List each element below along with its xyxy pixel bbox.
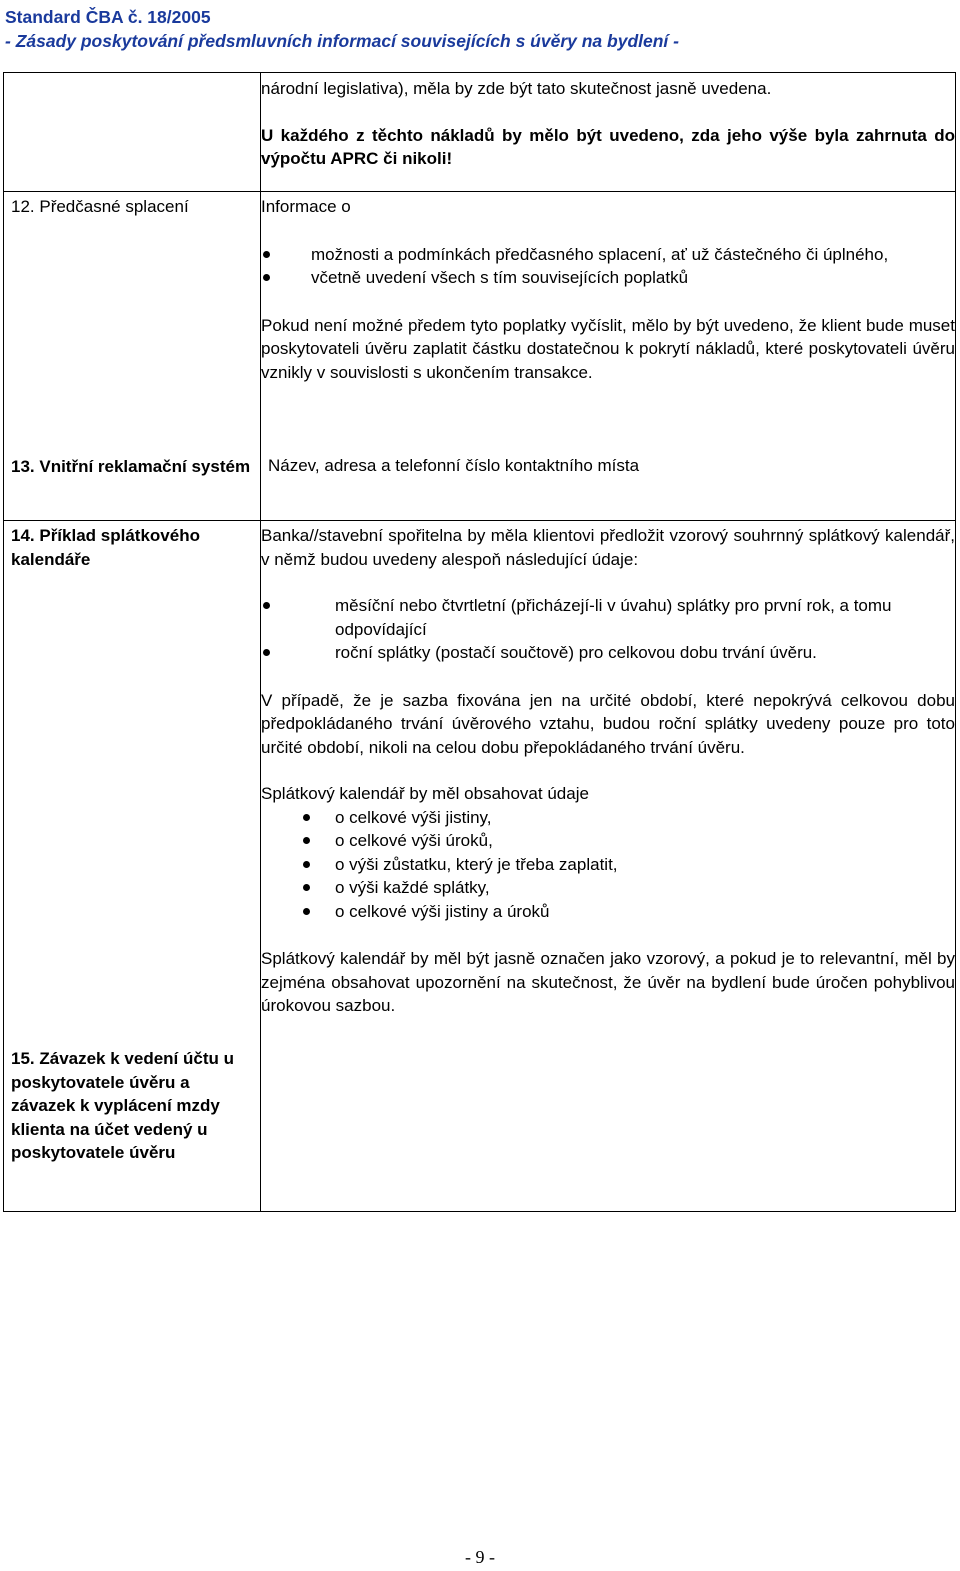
label-cell-14-15	[4, 521, 261, 1212]
list-item: možnosti a podmínkách předčasného splacení, ať už částečného či úplného,	[261, 243, 955, 267]
contact-place-text: Název, adresa a telefonní číslo kontaktního místa	[268, 456, 640, 475]
list-item: měsíční nebo čtvrtletní (přicházejí-li v úvahu) splátky pro první rok, a tomu odpovídající	[261, 594, 955, 641]
page-number: - 9 -	[465, 1547, 495, 1567]
info-table	[3, 72, 956, 1212]
continuation-text: národní legislativa), měla by zde být tato skutečnost jasně uvedena.	[261, 79, 772, 98]
list-item: o výši zůstatku, který je třeba zaplatit,	[261, 853, 955, 877]
prepayment-bullet-list	[261, 243, 955, 290]
label-zavazek-vedeni-uctu: 15. Závazek k vedení účtu u poskytovatele úvěru a závazek k vyplácení mzdy klienta na účet vedený u poskytovatele úvěru	[11, 1049, 234, 1162]
schedule-contents-list	[261, 806, 955, 924]
list-item: roční splátky (postačí součtově) pro celkovou dobu trvání úvěru.	[261, 641, 955, 665]
sample-schedule-note: Splátkový kalendář by měl být jasně označen jako vzorový, a pokud je to relevantní, měl by zejména obsahovat upozornění na skutečnost, že úvěr na bydlení bude úročen pohyblivou úrokovou sazbou.	[261, 949, 955, 1015]
content-cell-12-13	[261, 192, 956, 521]
list-item: včetně uvedení všech s tím souvisejících poplatků	[261, 266, 955, 290]
table-row-12-13	[4, 192, 956, 521]
list-item: o celkové výši úroků,	[261, 829, 955, 853]
informace-intro: Informace o	[261, 197, 351, 216]
content-cell-14-15	[261, 521, 956, 1212]
installment-bullet-list	[261, 594, 955, 665]
list-item: o celkové výši jistiny,	[261, 806, 955, 830]
list-item: o celkové výši jistiny a úroků	[261, 900, 955, 924]
header-document-subtitle: - Zásady poskytování předsmluvních informací souvisejících s úvěry na bydlení -	[5, 31, 679, 51]
label-vnitrni-reklamacni-system: 13. Vnitřní reklamační systém	[11, 457, 251, 476]
label-priklad-splatkoveho-kalendare: 14. Příklad splátkového kalendáře	[11, 526, 200, 569]
apr-note: U každého z těchto nákladů by mělo být uvedeno, zda jeho výše byla zahrnuta do výpočtu APRC či nikoli!	[261, 125, 955, 168]
table-row-continuation	[4, 73, 956, 192]
label-predcasne-splaceni: 12. Předčasné splacení	[11, 197, 189, 216]
prepayment-fee-note: Pokud není možné předem tyto poplatky vyčíslit, mělo by být uvedeno, že klient bude muset poskytovateli úvěru zaplatit částku dostatečnou k pokrytí nákladů, které poskytovateli úvěru vznikly v souvislosti s ukončením transakce.	[261, 315, 955, 382]
table-row-14-15	[4, 521, 956, 1212]
schedule-contents-intro: Splátkový kalendář by měl obsahovat údaje	[261, 784, 589, 803]
list-item: o výši každé splátky,	[261, 876, 955, 900]
header-standard-title: Standard ČBA č. 18/2005	[5, 7, 211, 27]
content-cell-continuation	[261, 73, 956, 192]
label-cell-12-13	[4, 192, 261, 521]
fixed-rate-note: V případě, že je sazba fixována jen na určité období, které nepokrývá celkovou dobu předpokládaného trvání úvěrového vztahu, budou roční splátky uvedeny pouze pro toto určité období, nikoli na celou dobu přepokládaného trvání úvěru.	[261, 690, 955, 757]
repayment-schedule-intro: Banka//stavební spořitelna by měla klientovi předložit vzorový souhrnný splátkový kalendář, v němž budou uvedeny alespoň následující údaje:	[261, 526, 955, 569]
label-cell-empty	[4, 73, 261, 192]
